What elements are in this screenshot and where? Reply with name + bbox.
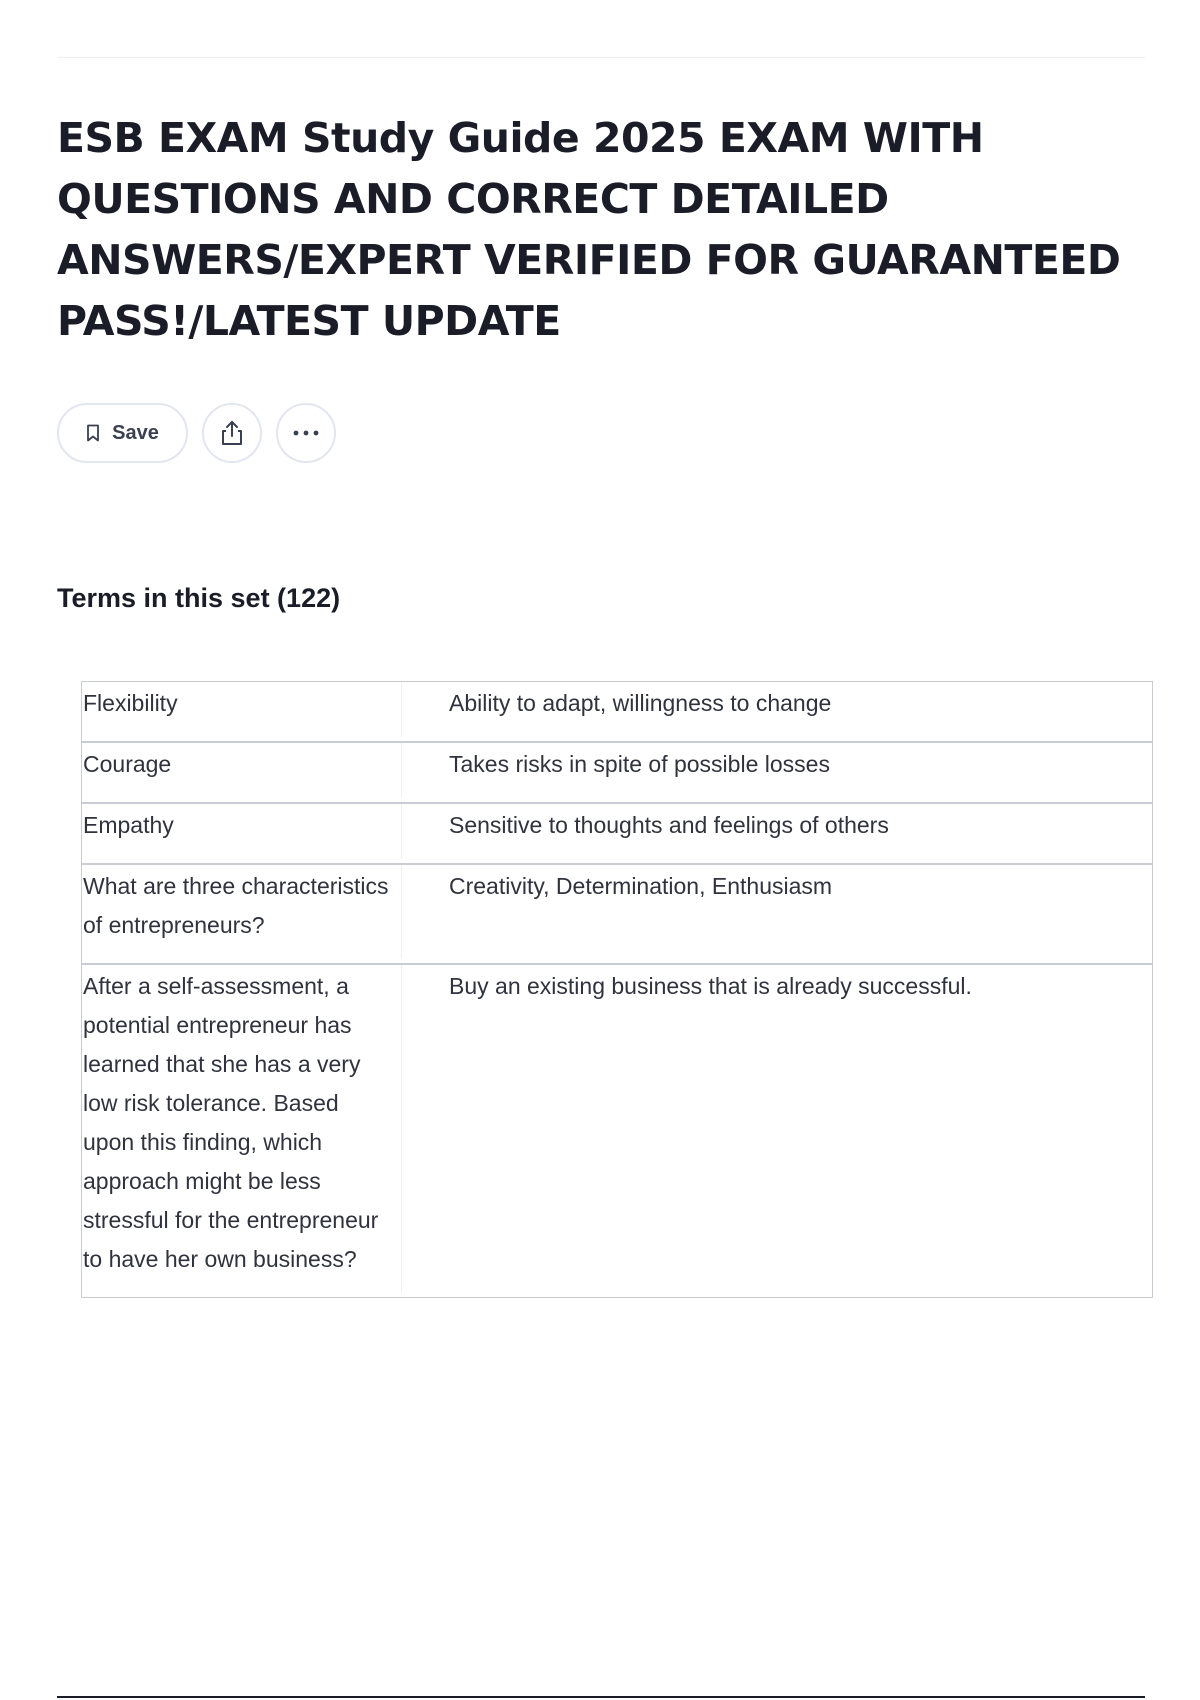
save-button[interactable]: [57, 403, 188, 463]
definition-text: Creativity, Determination, Enthusiasm: [449, 873, 833, 899]
top-divider: [57, 57, 1145, 58]
bookmark-icon: [86, 424, 100, 442]
term-text: Empathy: [82, 804, 402, 859]
term-row: [82, 741, 1152, 802]
definition-text: Takes risks in spite of possible losses: [449, 751, 830, 777]
action-bar: [57, 403, 336, 463]
share-button[interactable]: [202, 403, 262, 463]
page-title: ESB EXAM Study Guide 2025 EXAM WITH QUESTIONS AND CORRECT DETAILED ANSWERS/EXPERT VERIFIED FOR GUARANTEED PASS!/LATEST UPDATE: [57, 114, 1121, 345]
term-text: Flexibility: [82, 682, 402, 737]
bottom-divider: [57, 1696, 1145, 1698]
term-text: Courage: [82, 743, 402, 798]
term-row: [82, 802, 1152, 863]
term-row: [82, 863, 1152, 963]
terms-table: [81, 681, 1153, 1298]
term-row: [82, 963, 1152, 1297]
definition-text: Buy an existing business that is already successful.: [449, 973, 972, 999]
term-text: After a self-assessment, a potential entrepreneur has learned that she has a very low risk tolerance. Based upon this finding, which approach might be less stressful for the entrepreneur to have her own business?: [82, 965, 402, 1293]
terms-heading: Terms in this set (122): [57, 583, 341, 613]
more-horizontal-icon: [292, 429, 320, 437]
term-text: What are three characteristics of entrepreneurs?: [82, 865, 402, 959]
definition-text: Sensitive to thoughts and feelings of others: [449, 812, 889, 838]
term-row: [82, 682, 1152, 741]
save-button-label: Save: [112, 421, 159, 444]
share-icon: [219, 419, 245, 447]
definition-text: Ability to adapt, willingness to change: [449, 690, 832, 716]
more-options-button[interactable]: [276, 403, 336, 463]
